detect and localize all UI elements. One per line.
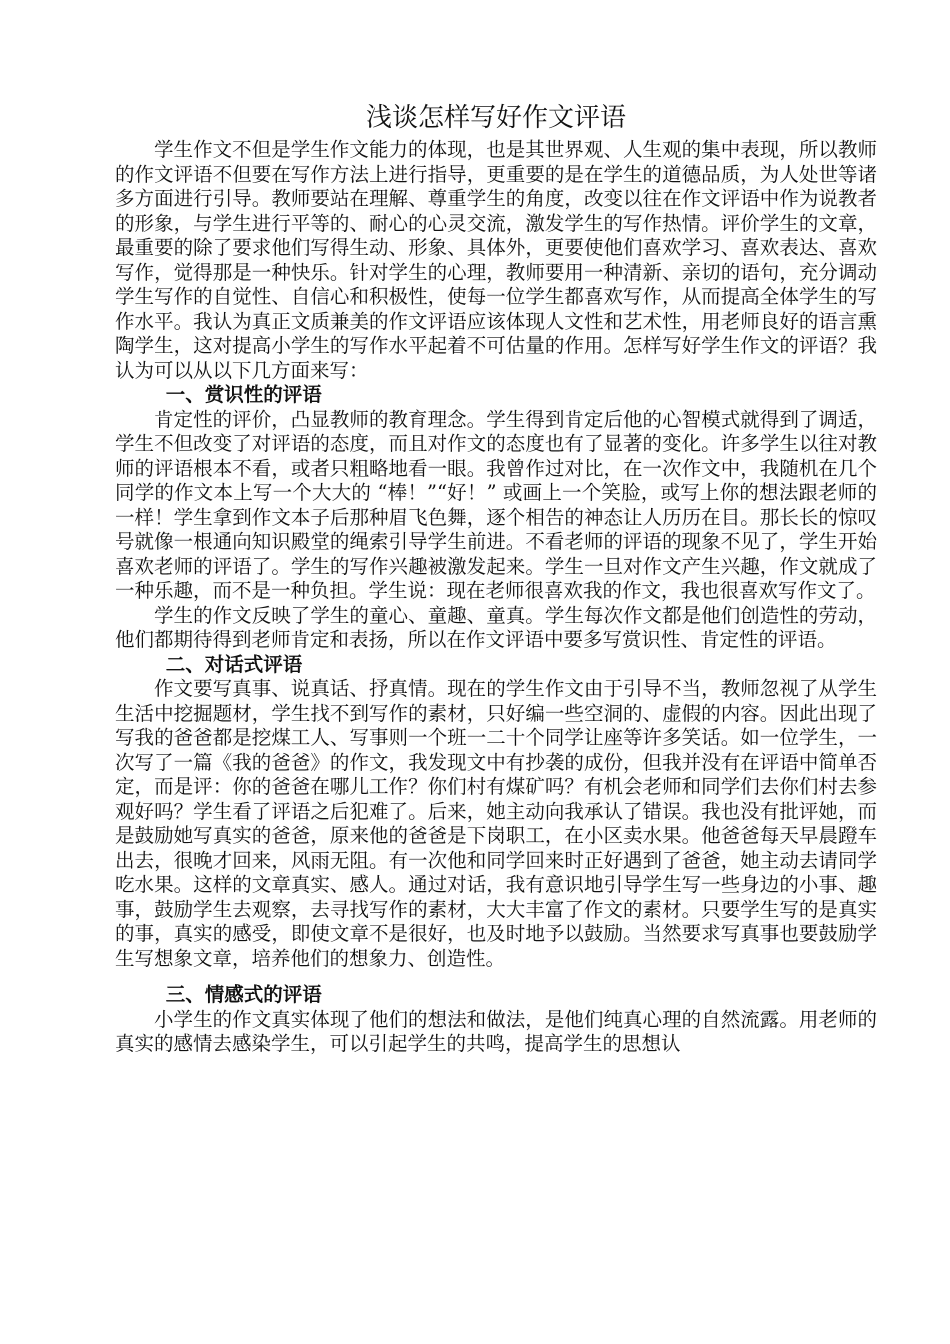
section2-paragraph-1: 作文要写真事、说真话、抒真情。现在的学生作文由于引导不当，教师忽视了从学生生活中挖掘题材，学生找不到写作的素材，只好编一些空洞的、虚假的内容。因此出现了写我的爸爸都是挖煤工人、写事则一个班一二十个同学让座等许多笑话。如一位学生，一次写了一篇《我的爸爸》的作文，我发现文中有抄袭的成份，但我并没有在评语中简单否定，而是评：你的爸爸在哪儿工作？你们村有煤矿吗？有机会老师和同学们去你们村去参观好吗？学生看了评语之后犯难了。后来，她主动向我承认了错误。我也没有批评她，而是鼓励她写真实的爸爸，原来他的爸爸是下岗职工，在小区卖水果。他爸爸每天早晨蹬车出去，很晚才回来，风雨无阻。有一次他和同学回来时正好遇到了爸爸，她主动去请同学吃水果。这样的文章真实、感人。通过对话，我有意识地引导学生写一些身边的小事、趣事，鼓励学生去观察，去寻找写作的素材，大大丰富了作文的素材。只要学生写的是真实的事，真实的感受，即使文章不是很好，也及时地予以鼓励。当然要求写真事也要鼓励学生写想象文章，培养他们的想象力、创造性。 [115,677,877,970]
section3-paragraph-1: 小学生的作文真实体现了他们的想法和做法，是他们纯真心理的自然流露。用老师的真实的感情去感染学生，可以引起学生的共鸣，提高学生的思想认 [115,1007,877,1055]
intro-paragraph: 学生作文不但是学生作文能力的体现，也是其世界观、人生观的集中表现，所以教师的作文评语不但要在写作方法上进行指导，更重要的是在学生的道德品质，为人处世等诸多方面进行引导。教师要站在理解、尊重学生的角度，改变以往在作文评语中作为说教者的形象，与学生进行平等的、耐心的心灵交流，激发学生的写作热情。评价学生的文章，最重要的除了要求他们写得生动、形象、具体外，更要使他们喜欢学习、喜欢表达、喜欢写作，觉得那是一种快乐。针对学生的心理，教师要用一种清新、亲切的语句，充分调动学生写作的自觉性、自信心和积极性，使每一位学生都喜欢写作，从而提高全体学生的写作水平。我认为真正文质兼美的作文评语应该体现人文性和艺术性，用老师良好的语言熏陶学生，这对提高小学生的写作水平起着不可估量的作用。怎样写好学生作文的评语？我认为可以从以下几方面来写： [115,138,877,382]
document-page [115,100,877,1057]
document-title: 浅谈怎样写好作文评语 [365,103,626,133]
section1-paragraph-1: 肯定性的评价，凸显教师的教育理念。学生得到肯定后他的心智模式就得到了调适，学生不但改变了对评语的态度，而且对作文的态度也有了显著的变化。许多学生以往对教师的评语根本不看，或者只粗略地看一眼。我曾作过对比，在一次作文中，我随机在几个同学的作文本上写一个大大的 “棒！”“好！” 或画上一个笑脸，或写上你的想法跟老师的一样！学生拿到作文本子后那种眉飞色舞，逐个相告的神态让人历历在目。那长长的惊叹号就像一根通向知识殿堂的绳索引导学生前进。不看老师的评语的现象不见了，学生开始喜欢老师的评语了。学生的写作兴趣被激发起来。学生一旦对作文产生兴趣，作文就成了一种乐趣，而不是一种负担。学生说：现在老师很喜欢我的作文，我也很喜欢写作文了。 [115,407,877,602]
section-heading-dialogue: 二、对话式评语 [165,652,303,676]
section-heading-emotion: 三、情感式的评语 [165,983,322,1006]
section1-paragraph-2: 学生的作文反映了学生的童心、童趣、童真。学生每次作文都是他们创造性的劳动，他们都期待得到老师肯定和表扬，所以在作文评语中要多写赏识性、肯定性的评语。 [115,603,877,651]
section-heading-appreciation: 一、赏识性的评语 [165,383,322,406]
